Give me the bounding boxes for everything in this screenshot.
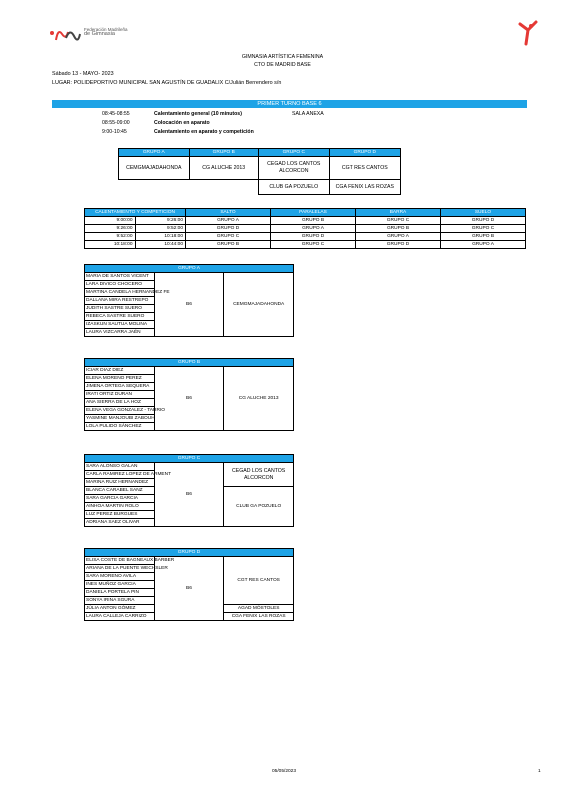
group-b-level: B6: [154, 367, 224, 431]
group-c-club2: CLUB GA POZUELO: [224, 487, 294, 527]
group-c-club1: CEGAD LOS CANTOS ALCORCON: [224, 463, 294, 487]
schedule-extra-1: SALA ANEXA: [292, 111, 324, 117]
footer-date: 05/05/2023: [272, 769, 297, 774]
schedule-label-3: Calentamiento en aparato y competición: [154, 129, 254, 135]
rotation-cell: GRUPO B: [271, 217, 356, 225]
gymnast-name: SONYA IRINA SGURA: [85, 597, 155, 605]
doc-subtitle: CTO DE MADRID BASE: [254, 62, 311, 68]
gymnast-name: ANA SIERRA DE LA HOZ: [85, 399, 155, 407]
schedule-time-1: 08:45-08:55: [102, 111, 130, 117]
rotation-table: [84, 208, 526, 249]
gymnast-name: DALLANA MIRA RESTREPO: [85, 297, 155, 305]
gymnast-name: ICIAR DIAZ DIEZ: [85, 367, 155, 375]
gymnast-name: DANIELA PORTELA PIN: [85, 589, 155, 597]
rotation-cell: GRUPO C: [356, 217, 441, 225]
rotation-start: 9:52:00: [85, 233, 136, 241]
gymnast-logo-icon: [516, 20, 540, 46]
rotation-cell: GRUPO B: [356, 225, 441, 233]
turno-bar: PRIMER TURNO BASE 6: [52, 100, 527, 108]
gymnast-name: MARIA DE SANTOS VICENT: [85, 273, 155, 281]
groups-club-b: CG ALUCHE 2013: [189, 157, 258, 180]
gymnast-name: LUZ PEREZ BURGUES: [85, 511, 155, 519]
group-a-table: [84, 264, 294, 337]
group-c-title: GRUPO C: [85, 455, 294, 463]
gymnast-name: IRATI ORTIZ DURAN: [85, 391, 155, 399]
groups-header-b: GRUPO B: [189, 149, 258, 157]
logo-line1: Federación Madrileña: [84, 27, 128, 32]
table-row: [85, 241, 526, 249]
group-a-club: CEMGMAJADAHONDA: [224, 273, 294, 337]
gymnast-name: LARA DIVICO CHOCERO: [85, 281, 155, 289]
rotation-cell: GRUPO A: [271, 225, 356, 233]
gymnast-name: MARTINA CANDELA HERNANDEZ FE: [86, 290, 170, 295]
rotation-header-barra: BARRA: [356, 209, 441, 217]
rotation-cell: GRUPO C: [271, 241, 356, 249]
venue-line: LUGAR: POLIDEPORTIVO MUNICIPAL SAN AGUSTÍN DE GUADALIX C/Julián Berrendero s/n: [52, 80, 282, 86]
date-line: Sábado 13 - MAYO- 2023: [52, 71, 114, 77]
table-row: [85, 225, 526, 233]
gymnast-name: BLANCA CARABEL SANZ: [85, 487, 155, 495]
gymnast-name: LAURA CALLEJA CARRIZO: [85, 613, 155, 621]
group-b-club: CG ALUCHE 2013: [224, 367, 294, 431]
rotation-cell: GRUPO C: [186, 233, 271, 241]
group-d-level: B6: [154, 557, 224, 621]
gymnast-name: ELENA VEGA GONZALEZ - TARRIO: [86, 408, 165, 413]
table-row: [85, 463, 294, 471]
rotation-end: 10:18:00: [135, 233, 186, 241]
rotation-end: 9:52:00: [135, 225, 186, 233]
fmg-logo: [48, 24, 138, 46]
fmg-logo-icon: [48, 24, 82, 44]
group-d-table: [84, 548, 294, 621]
gymnast-name: SARA MORENO AVILA: [85, 573, 155, 581]
gymnast-name: ELISA COSTE DE BAGNEAUX BARBER: [86, 558, 175, 563]
group-d-title: GRUPO D: [85, 549, 294, 557]
gymnast-name: ARIANA DE LA PUENTE WECHSLER: [86, 566, 168, 571]
gymnast-name: SARA ALONSO GALAN: [85, 463, 155, 471]
schedule-label-1: Calentamiento general (10 minutos): [154, 111, 242, 117]
group-b-title: GRUPO B: [85, 359, 294, 367]
gymnast-name: ELENA MORENO PEREZ: [85, 375, 155, 383]
group-c-level: B6: [154, 463, 224, 527]
groups-club-c2: CLUB GA POZUELO: [258, 180, 329, 195]
group-d-club3: CGA FENIX LAS ROZAS: [224, 613, 294, 621]
gymnast-name: JÚLIA ANTON GÓMEZ: [85, 605, 155, 613]
gymnast-name: MARINA RUIZ HERNANDEZ: [85, 479, 155, 487]
gymnast-name: YASMINE MANJOUBI ZABOUH: [86, 416, 155, 421]
gymnast-name: ADRIANA SAEZ OLIVAR: [85, 519, 155, 527]
table-row: [85, 557, 294, 565]
rotation-start: 9:26:00: [85, 225, 136, 233]
group-c-table: [84, 454, 294, 527]
group-b-table: [84, 358, 294, 431]
gymnast-name: JIMENA ORTEGA SEQUERA: [85, 383, 155, 391]
groups-club-c: CEGAD LOS CANTOS ALCORCON: [258, 157, 329, 180]
rotation-end: 10:44:00: [135, 241, 186, 249]
group-a-title: GRUPO A: [85, 265, 294, 273]
table-row: [85, 367, 294, 375]
page-number: 1: [538, 769, 541, 774]
groups-empty-cell: [119, 180, 190, 195]
logo-line2: de Gimnasia: [84, 31, 115, 37]
group-d-club2: AGAD MÓSTOLES: [224, 605, 294, 613]
rotation-end: 9:26:00: [135, 217, 186, 225]
rotation-cell: GRUPO A: [356, 233, 441, 241]
groups-club-a: CEMGMAJADAHONDA: [119, 157, 190, 180]
gymnast-name: INES MUÑOZ GARCIA: [85, 581, 155, 589]
gymnast-name: LAURA VIZCARRA JAÉN: [85, 329, 155, 337]
rotation-cell: GRUPO B: [441, 233, 526, 241]
rotation-cell: GRUPO D: [441, 217, 526, 225]
rotation-cell: GRUPO D: [271, 233, 356, 241]
schedule-label-2: Colocación en aparato: [154, 120, 210, 126]
rotation-header-time: CALENTAMIENTO Y COMPETICION: [85, 209, 186, 217]
groups-empty-cell: [189, 180, 258, 195]
rotation-header-suelo: SUELO: [441, 209, 526, 217]
gymnast-name: LOLA PULIDO SÁNCHEZ: [85, 423, 155, 431]
groups-header-c: GRUPO C: [258, 149, 329, 157]
rotation-cell: GRUPO A: [186, 217, 271, 225]
gymnast-name: JUDITH SASTRE SUERO: [85, 305, 155, 313]
gymnast-name: IZASKUN SAUTUA MOLINA: [85, 321, 155, 329]
rotation-cell: GRUPO A: [441, 241, 526, 249]
rotation-cell: GRUPO B: [186, 241, 271, 249]
doc-title: GIMNASIA ARTÍSTICA FEMENINA: [241, 54, 324, 60]
gymnast-name: REBECA SASTRE SUERO: [85, 313, 155, 321]
groups-header-d: GRUPO D: [329, 149, 400, 157]
rotation-cell: GRUPO C: [441, 225, 526, 233]
gymnast-name: SARA GARCIA GARCIA: [85, 495, 155, 503]
schedule-time-2: 08:55-09:00: [102, 120, 130, 126]
groups-club-d: CGT RES CANTOS: [329, 157, 400, 180]
group-a-level: B6: [154, 273, 224, 337]
rotation-header-salto: SALTO: [186, 209, 271, 217]
gymnast-name: CARLA RAMIREZ LOPEZ DE ARMENT: [86, 472, 172, 477]
schedule-time-3: 9:00-10:45: [102, 129, 127, 135]
groups-header-a: GRUPO A: [119, 149, 190, 157]
group-d-club1: CGT RES CANTOS: [224, 557, 294, 605]
rotation-cell: GRUPO D: [356, 241, 441, 249]
groups-club-d2: CGA FENIX LAS ROZAS: [329, 180, 400, 195]
table-row: [85, 217, 526, 225]
groups-table: [118, 148, 401, 195]
table-row: [85, 233, 526, 241]
table-row: [85, 273, 294, 281]
gymnast-name: AINHOA MARTIN ROLO: [85, 503, 155, 511]
rotation-start: 10:18:00: [85, 241, 136, 249]
rotation-start: 9:00:00: [85, 217, 136, 225]
rotation-header-paralelas: PARALELAS: [271, 209, 356, 217]
rotation-cell: GRUPO D: [186, 225, 271, 233]
